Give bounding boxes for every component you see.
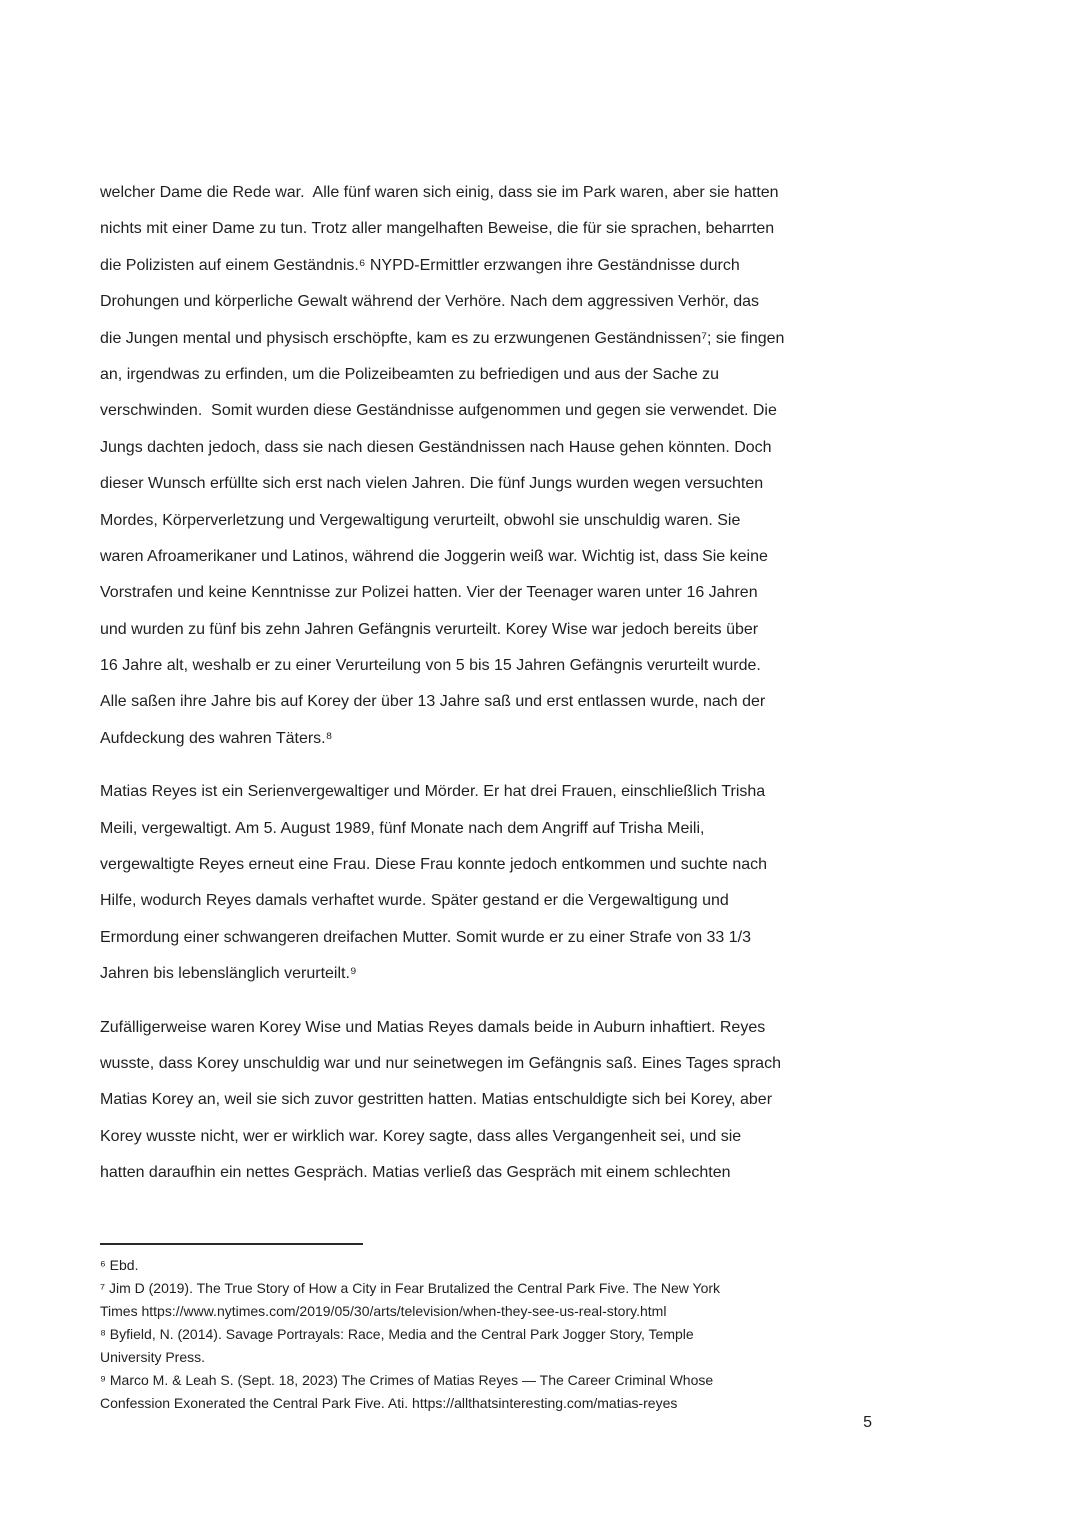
body-text-line: Mordes, Körperverletzung und Vergewaltigung verurteilt, obwohl sie unschuldig waren. Sie [100, 511, 741, 529]
body-text-line: an, irgendwas zu erfinden, um die Polizeibeamten zu befriedigen und aus der Sache zu [100, 365, 720, 383]
body-text-line: Aufdeckung des wahren Täters.⁸ [100, 729, 333, 747]
body-text-line: nichts mit einer Dame zu tun. Trotz aller mangelhaften Beweise, die für sie sprachen, beharrten [100, 220, 775, 238]
body-text-line: die Polizisten auf einem Geständnis.⁶ NYPD-Ermittler erzwangen ihre Geständnisse durch [100, 256, 740, 274]
body-text-line: Alle saßen ihre Jahre bis auf Korey der über 13 Jahre saß und erst entlassen wurde, nach der [100, 693, 766, 711]
body-text-line: waren Afroamerikaner und Latinos, während die Joggerin weiß war. Wichtig ist, dass Sie keine [100, 547, 768, 565]
paragraph [100, 1010, 882, 1192]
footnote-separator-rule [100, 1243, 363, 1245]
body-text-line: Korey wusste nicht, wer er wirklich war. Korey sagte, dass alles Vergangenheit sei, und sie [100, 1127, 742, 1145]
paragraph [100, 175, 882, 757]
body-text-line: wusste, dass Korey unschuldig war und nur seinetwegen im Gefängnis saß. Eines Tages sprach [100, 1054, 781, 1072]
body-text-line: verschwinden. Somit wurden diese Geständnisse aufgenommen und gegen sie verwendet. Die [100, 402, 777, 420]
paragraph [100, 774, 882, 992]
body-text-line: Jungs dachten jedoch, dass sie nach diesen Geständnissen nach Hause gehen könnten. Doch [100, 438, 772, 456]
body-text-line: dieser Wunsch erfüllte sich erst nach vielen Jahren. Die fünf Jungs wurden wegen versuchten [100, 475, 764, 493]
footnote-line: Times https://www.nytimes.com/2019/05/30/arts/television/when-they-see-us-real-story.html [100, 1303, 667, 1319]
body-text-line: und wurden zu fünf bis zehn Jahren Gefängnis verurteilt. Korey Wise war jedoch bereits über [100, 620, 759, 638]
body-text-line: welcher Dame die Rede war. Alle fünf waren sich einig, dass sie im Park waren, aber sie hatten [100, 184, 779, 201]
body-text-line: Drohungen und körperliche Gewalt während der Verhöre. Nach dem aggressiven Verhör, das [100, 293, 760, 311]
body-text-line: Zufälligerweise waren Korey Wise und Matias Reyes damals beide in Auburn inhaftiert. Reyes [100, 1018, 766, 1036]
body-text-line: vergewaltigte Reyes erneut eine Frau. Diese Frau konnte jedoch entkommen und suchte nach [100, 856, 768, 874]
footnote-line: University Press. [100, 1349, 206, 1365]
body-text-line: Meili, vergewaltigt. Am 5. August 1989, fünf Monate nach dem Angriff auf Trisha Meili, [100, 819, 705, 837]
footnote-line: ⁹ Marco M. & Leah S. (Sept. 18, 2023) The Crimes of Matias Reyes — The Career Criminal Whose [100, 1372, 714, 1388]
body-text-line: Hilfe, wodurch Reyes damals verhaftet wurde. Später gestand er die Vergewaltigung und [100, 892, 729, 910]
footnote-line: ⁷ Jim D (2019). The True Story of How a City in Fear Brutalized the Central Park Five. The New York [100, 1280, 721, 1296]
body-text-line: Matias Reyes ist ein Serienvergewaltiger und Mörder. Er hat drei Frauen, einschließlich Trisha [100, 783, 766, 801]
body-text-line: hatten daraufhin ein nettes Gespräch. Matias verließ das Gespräch mit einem schlechten [100, 1164, 731, 1182]
body-text-line: Matias Korey an, weil sie sich zuvor gestritten hatten. Matias entschuldigte sich bei Korey, aber [100, 1091, 773, 1109]
page-number: 5 [863, 1414, 872, 1431]
body-text-line: Vorstrafen und keine Kenntnisse zur Polizei hatten. Vier der Teenager waren unter 16 Jahren [100, 584, 758, 602]
body-text-line: Ermordung einer schwangeren dreifachen Mutter. Somit wurde er zu einer Strafe von 33 1/3 [100, 928, 752, 946]
footnote-line: ⁸ Byfield, N. (2014). Savage Portrayals: Race, Media and the Central Park Jogger Story, Temple [100, 1326, 694, 1342]
footnote-line: ⁶ Ebd. [100, 1257, 139, 1273]
footnotes-list [100, 1254, 882, 1415]
footnote-line: Confession Exonerated the Central Park Five. Ati. https://allthatsinteresting.com/matias-reyes [100, 1395, 678, 1411]
body-text-line: 16 Jahre alt, weshalb er zu einer Verurteilung von 5 bis 15 Jahren Gefängnis verurteilt wurde. [100, 657, 761, 675]
body-text-line: die Jungen mental und physisch erschöpfte, kam es zu erzwungenen Geständnissen⁷; sie fingen [100, 329, 785, 347]
footnotes-section [100, 1243, 882, 1415]
body-text [100, 175, 882, 1209]
body-text-line: Jahren bis lebenslänglich verurteilt.⁹ [100, 965, 357, 983]
